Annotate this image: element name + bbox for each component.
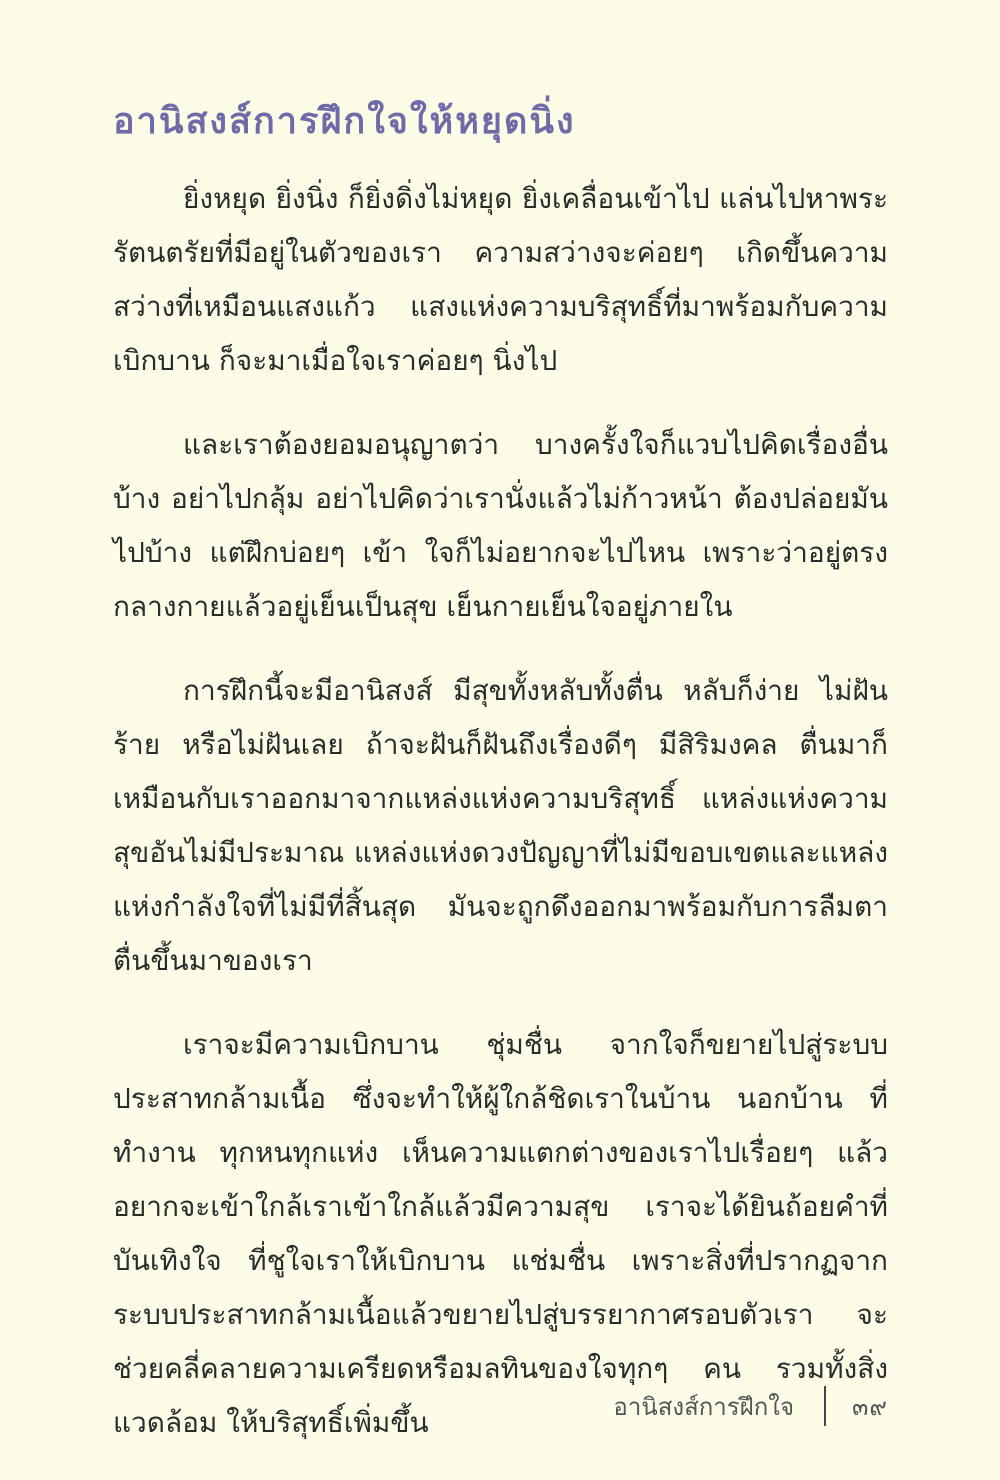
section-heading: อานิสงส์การฝึกใจให้หยุดนิ่ง (113, 101, 576, 142)
running-title: อานิสงส์การฝึกใจ (613, 1392, 795, 1421)
page-footer (613, 1386, 888, 1426)
page-number: ๓๙ (852, 1392, 888, 1421)
paragraph-2: และเราต้องยอมอนุญาตว่า บางครั้งใจก็แวบไปคิดเรื่องอื่นบ้าง อย่าไปกลุ้ม อย่าไปคิดว่าเรานั่งแล้วไม่ก้าวหน้า ต้องปล่อยมันไปบ้าง แต่ฝึกบ่อยๆ เข้า ใจก็ไม่อยากจะไปไหน เพราะว่าอยู่ตรงกลางกายแล้วอยู่เย็นเป็นสุข เย็นกายเย็นใจอยู่ภายใน (113, 428, 888, 623)
body-text (113, 172, 888, 1480)
paragraph-1: ยิ่งหยุด ยิ่งนิ่ง ก็ยิ่งดิ่งไม่หยุด ยิ่งเคลื่อนเข้าไป แล่นไปหาพระรัตนตรัยที่มีอยู่ในตัวของเรา ความสว่างจะค่อยๆ เกิดขึ้นความสว่างที่เหมือนแสงแก้ว แสงแห่งความบริสุทธิ์ที่มาพร้อมกับความเบิกบาน ก็จะมาเมื่อใจเราค่อยๆ นิ่งไป (113, 182, 888, 377)
paragraph-3: การฝึกนี้จะมีอานิสงส์ มีสุขทั้งหลับทั้งตื่น หลับก็ง่าย ไม่ฝันร้าย หรือไม่ฝันเลย ถ้าจะฝันก็ฝันถึงเรื่องดีๆ มีสิริมงคล ตื่นมาก็เหมือนกับเราออกมาจากแหล่งแห่งความบริสุทธิ์ แหล่งแห่งความสุขอันไม่มีประมาณ แหล่งแห่งดวงปัญญาที่ไม่มีขอบเขตและแหล่งแห่งกำลังใจที่ไม่มีที่สิ้นสุด มันจะถูกดึงออกมาพร้อมกับการลืมตาตื่นขึ้นมาของเรา (113, 674, 888, 977)
footer-divider (824, 1386, 826, 1426)
book-page (113, 0, 888, 1479)
paragraph-4: เราจะมีความเบิกบาน ชุ่มชื่น จากใจก็ขยายไปสู่ระบบประสาทกล้ามเนื้อ ซึ่งจะทำให้ผู้ใกล้ชิดเราในบ้าน นอกบ้าน ที่ทำงาน ทุกหนทุกแห่ง เห็นความแตกต่างของเราไปเรื่อยๆ แล้วอยากจะเข้าใกล้เราเข้าใกล้แล้วมีความสุข เราจะได้ยินถ้อยคำที่บันเทิงใจ ที่ชูใจเราให้เบิกบาน แช่มชื่น เพราะสิ่งที่ปรากฏจากระบบประสาทกล้ามเนื้อแล้วขยายไปสู่บรรยากาศรอบตัวเรา จะช่วยคลี่คลายความเครียดหรือมลทินของใจทุกๆ คน รวมทั้งสิ่งแวดล้อม ให้บริสุทธิ์เพิ่มขึ้น (113, 1028, 888, 1439)
